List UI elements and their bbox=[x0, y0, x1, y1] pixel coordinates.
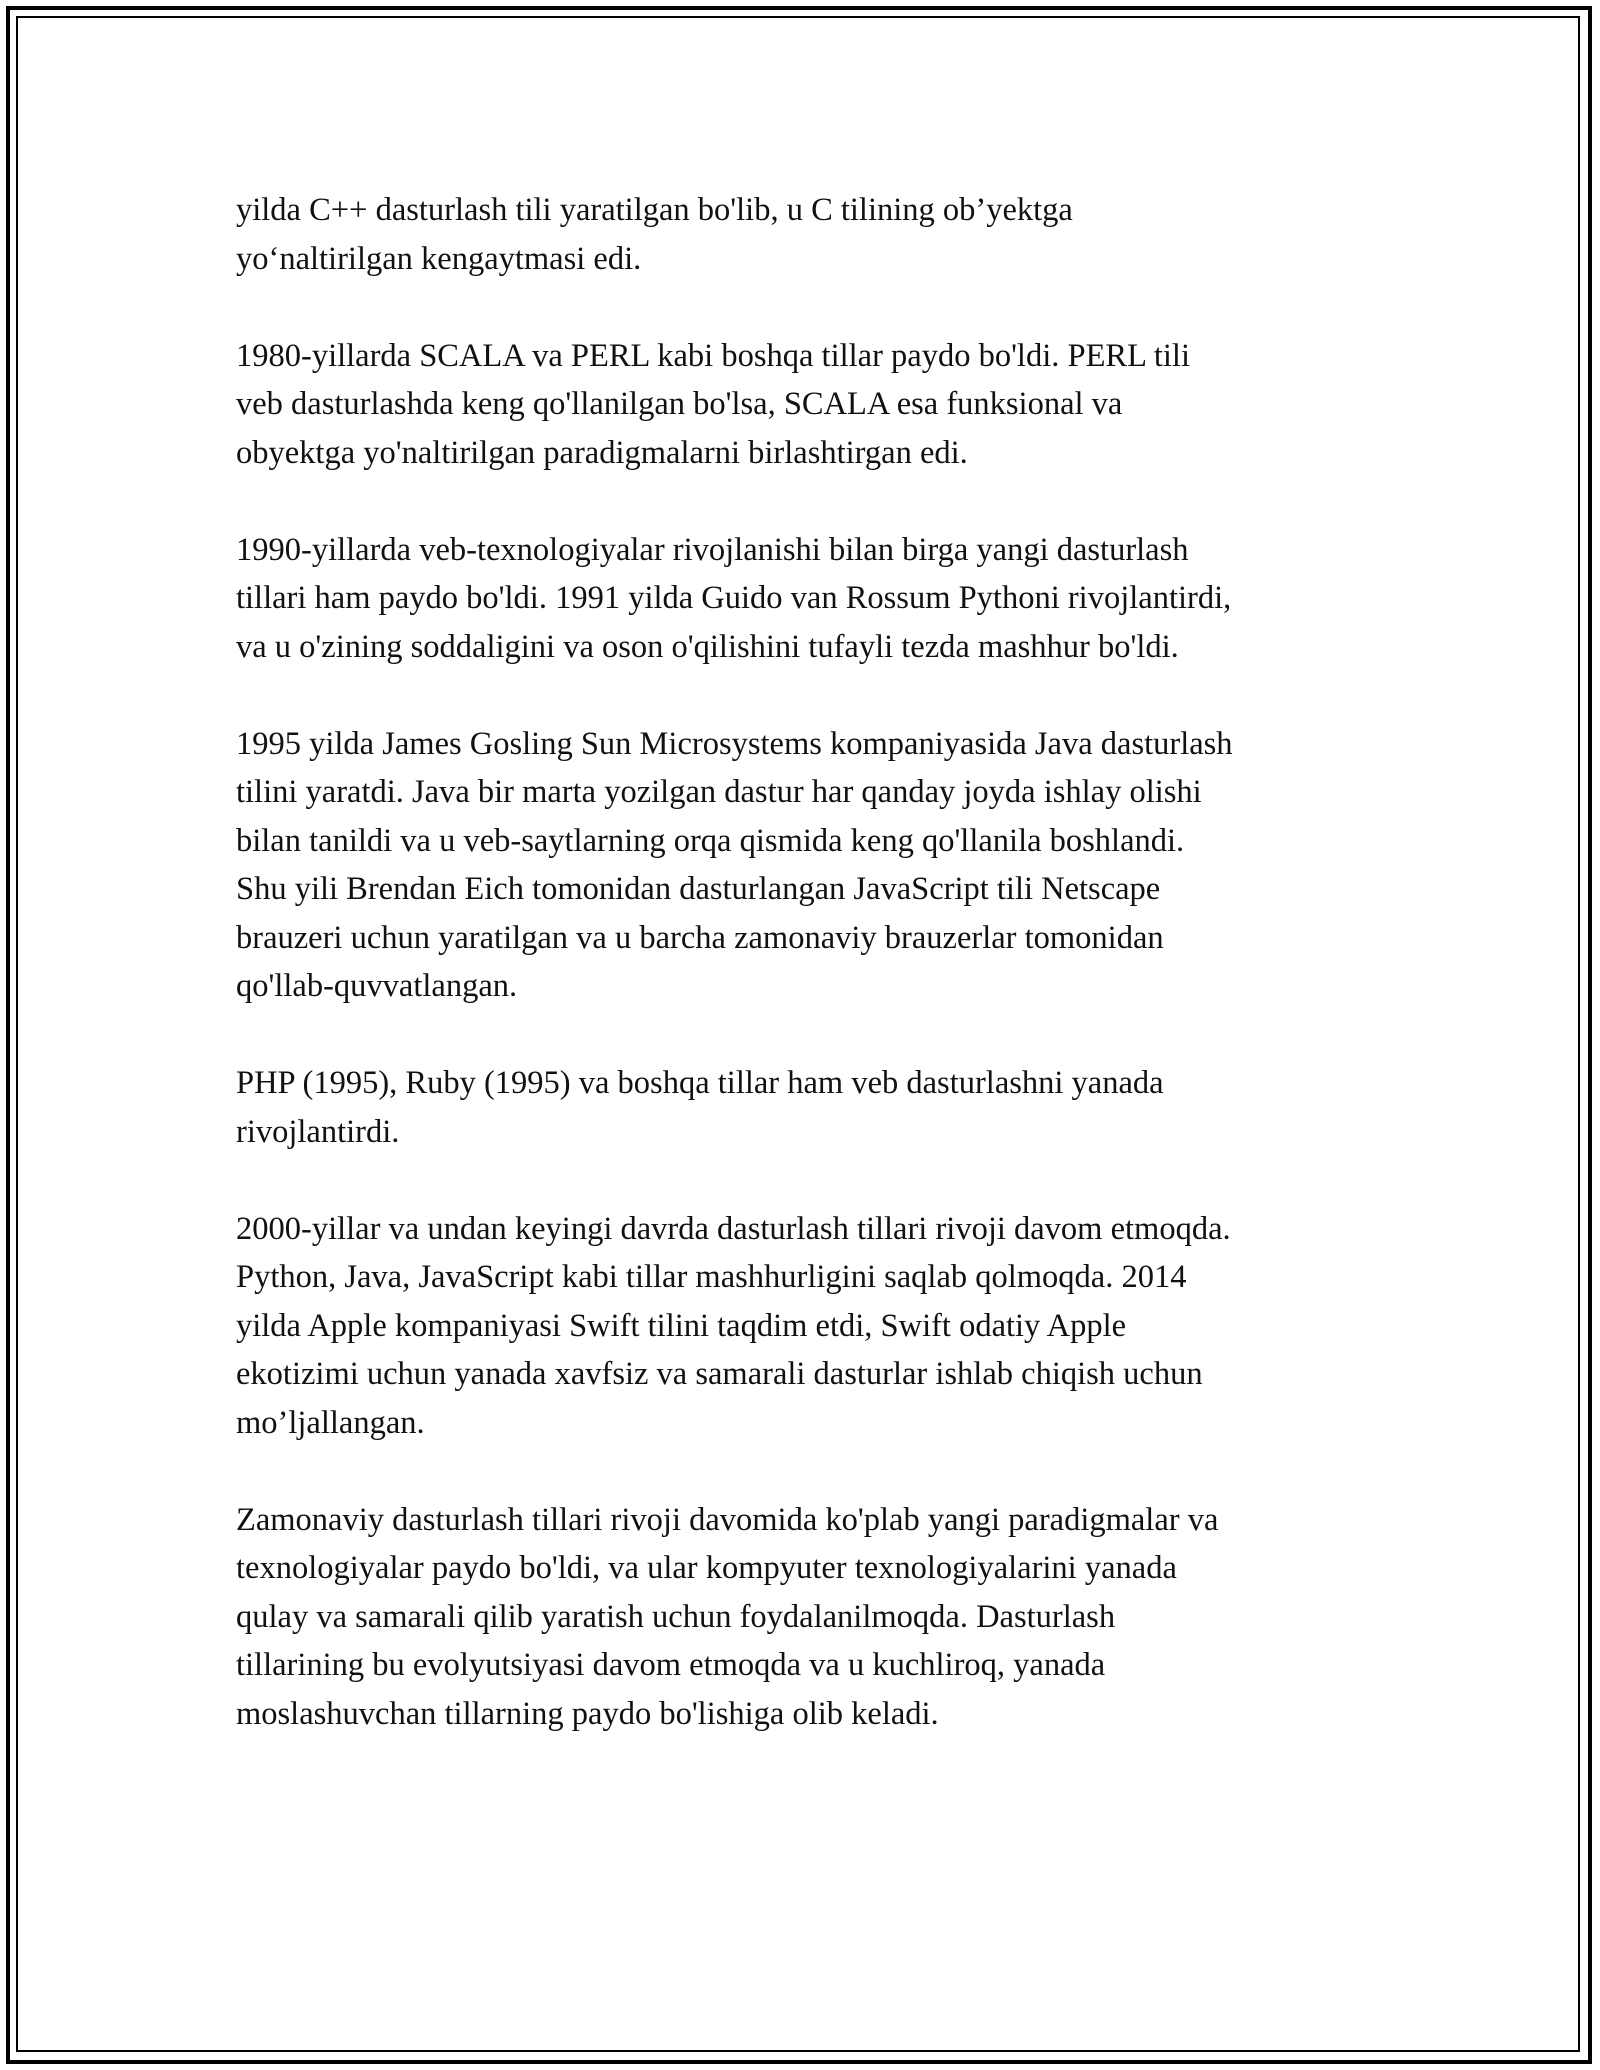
paragraph-1990s-python: 1990-yillarda veb-texnologiyalar rivojlanishi bilan birga yangi dasturlash tillari ham paydo bo'ldi. 1991 yilda Guido van Rossum Pythoni rivojlantirdi, va u o'zining soddaligini va oson o'qilishini tufayli tezda mashhur bo'ldi. bbox=[236, 531, 1232, 665]
document-body bbox=[236, 186, 1366, 1787]
paragraph-php-ruby: PHP (1995), Ruby (1995) va boshqa tillar ham veb dasturlashni yanada rivojlantirdi. bbox=[236, 1065, 1164, 1150]
paragraph-1980s-languages: 1980-yillarda SCALA va PERL kabi boshqa tillar paydo bo'ldi. PERL tili veb dasturlashda keng qo'llanilgan bo'lsa, SCALA esa funksional va obyektga yo'naltirilgan paradigmalarni birlashtirgan edi. bbox=[236, 337, 1190, 471]
paragraph-modern-languages: Zamonaviy dasturlash tillari rivoji davomida ko'plab yangi paradigmalar va texnologiyalar paydo bo'ldi, va ular kompyuter texnologiyalarini yanada qulay va samarali qilib yaratish uchun foydalanilmoqda. Dasturlash tillarining bu evolyutsiyasi davom etmoqda va u kuchliroq, yanada moslashuvchan tillarning paydo bo'lishiga olib keladi. bbox=[236, 1501, 1219, 1732]
paragraph-cpp-origin: yilda C++ dasturlash tili yaratilgan bo'lib, u C tilining ob’yektga yo‘naltirilgan kengaytmasi edi. bbox=[236, 192, 1073, 277]
paragraph-2000s-swift: 2000-yillar va undan keyingi davrda dasturlash tillari rivoji davom etmoqda. Python, Java, JavaScript kabi tillar mashhurligini saqlab qolmoqda. 2014 yilda Apple kompaniyasi Swift tilini taqdim etdi, Swift odatiy Apple ekotizimi uchun yanada xavfsiz va samarali dasturlar ishlab chiqish uchun mo’ljallangan. bbox=[236, 1210, 1231, 1441]
paragraph-1995-java-javascript: 1995 yilda James Gosling Sun Microsystems kompaniyasida Java dasturlash tilini yaratdi. Java bir marta yozilgan dastur har qanday joyda ishlay olishi bilan tanildi va u veb-saytlarning orqa qismida keng qo'llanila boshlandi. Shu yili Brendan Eich tomonidan dasturlangan JavaScript tili Netscape brauzeri uchun yaratilgan va u barcha zamonaviy brauzerlar tomonidan qo'llab-quvvatlangan. bbox=[236, 725, 1233, 1004]
